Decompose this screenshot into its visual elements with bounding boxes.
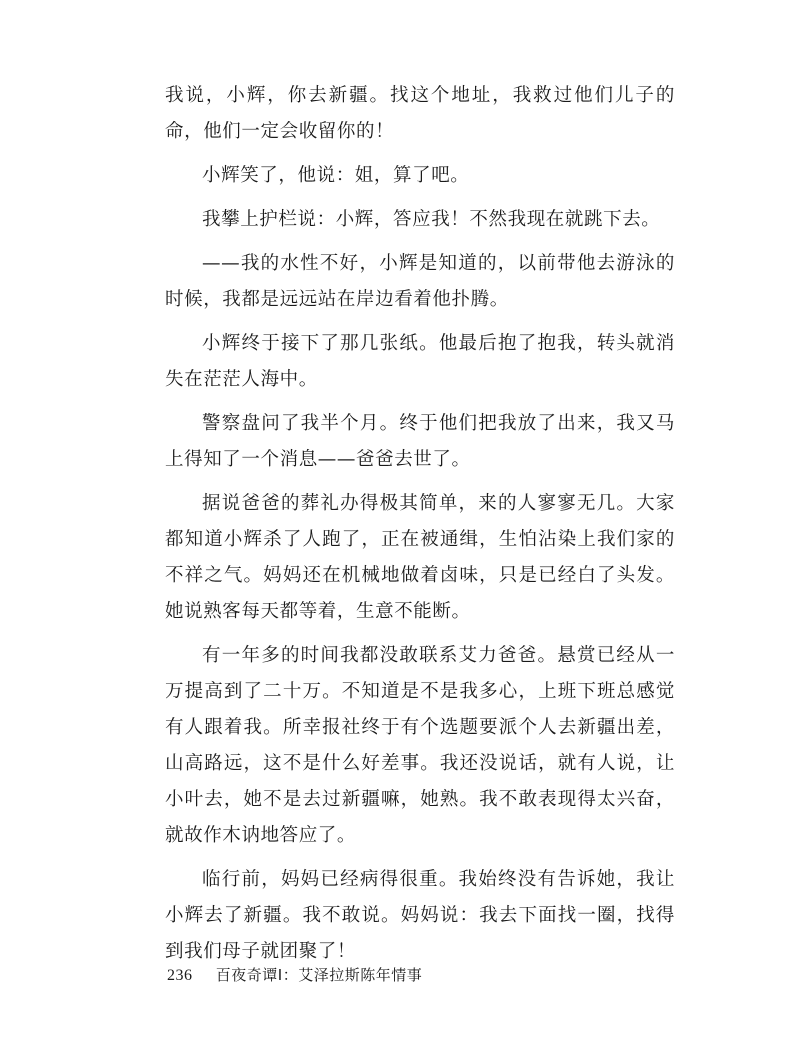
page-footer: [167, 964, 422, 985]
page-number: 236: [167, 967, 193, 984]
paragraph-7: 据说爸爸的葬礼办得极其简单，来的人寥寥无几。大家都知道小辉杀了人跑了，正在被通缉，生怕沾染上我们家的不祥之气。妈妈还在机械地做着卤味，只是已经白了头发。她说熟客每天都等着，生意不能断。: [165, 493, 675, 622]
paragraph-5: 小辉终于接下了那几张纸。他最后抱了抱我，转头就消失在茫茫人海中。: [165, 333, 675, 390]
paragraph-4: ——我的水性不好，小辉是知道的，以前带他去游泳的时候，我都是远远站在岸边看着他扑腾。: [165, 253, 675, 310]
book-title: 百夜奇谭Ⅰ：艾泽拉斯陈年情事: [215, 966, 423, 984]
paragraph-1: 我说，小辉，你去新疆。找这个地址，我救过他们儿子的命，他们一定会收留你的！: [165, 85, 675, 142]
paragraph-6: 警察盘问了我半个月。终于他们把我放了出来，我又马上得知了一个消息——爸爸去世了。: [165, 413, 675, 470]
paragraph-8: 有一年多的时间我都没敢联系艾力爸爸。悬赏已经从一万提高到了二十万。不知道是不是我多心，上班下班总感觉有人跟着我。所幸报社终于有个选题要派个人去新疆出差，山高路远，这不是什么好差事。我还没说话，就有人说，让小叶去，她不是去过新疆嘛，她熟。我不敢表现得太兴奋，就故作木讷地答应了。: [165, 645, 675, 846]
paragraph-9: 临行前，妈妈已经病得很重。我始终没有告诉她，我让小辉去了新疆。我不敢说。妈妈说：我去下面找一圈，找得到我们母子就团聚了！: [165, 869, 675, 962]
paragraph-2: 小辉笑了，他说：姐，算了吧。: [202, 165, 470, 186]
page-body: [165, 78, 675, 978]
paragraph-3: 我攀上护栏说：小辉，答应我！不然我现在就跳下去。: [202, 209, 661, 230]
